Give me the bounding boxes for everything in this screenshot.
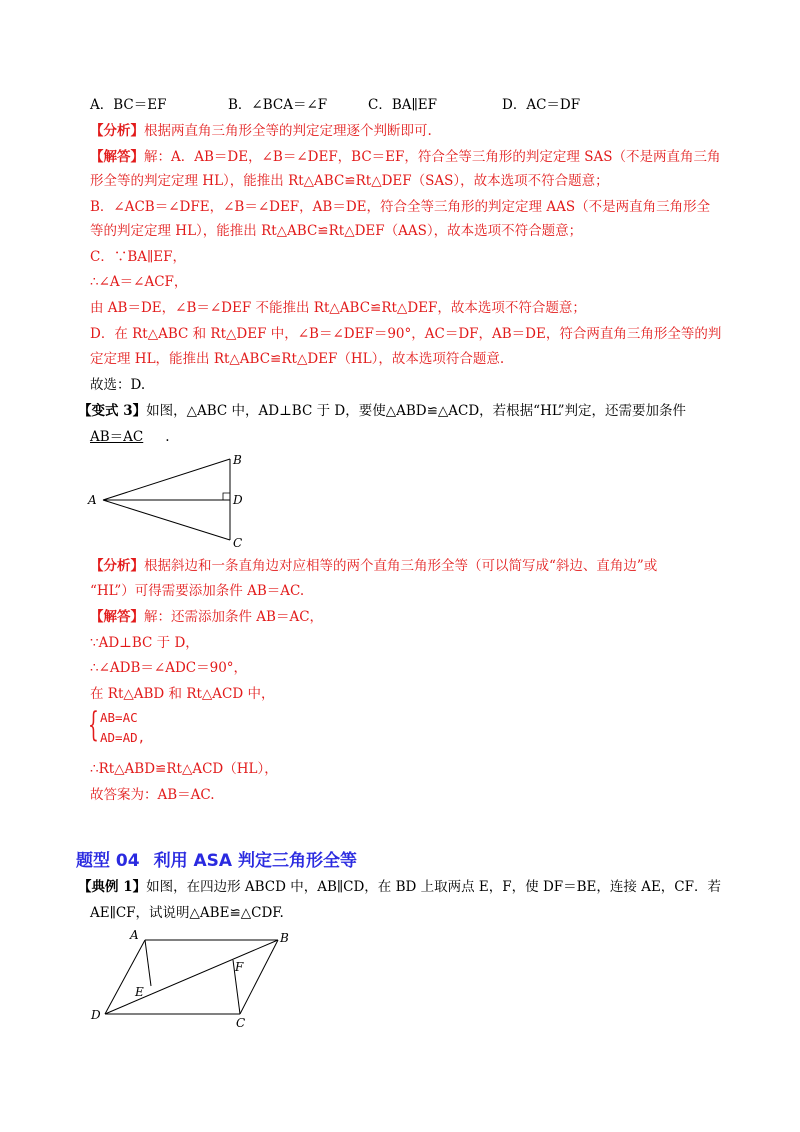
analysis-text: 根据两直角三角形全等的判定定理逐个判断即可. bbox=[144, 123, 432, 139]
analysis-2-line-2: “HL”）可得需要添加条件 AB＝AC. bbox=[90, 583, 305, 599]
answer-tag: 【解答】 bbox=[90, 149, 144, 165]
answer-2-line-3: ∴∠ADB＝∠ADC＝90°， bbox=[90, 660, 248, 676]
answer-1-line-10: 故选：D. bbox=[90, 377, 146, 393]
answer-2-line-1 bbox=[90, 608, 323, 626]
example-tag: 【典例 1】 bbox=[78, 879, 147, 895]
variant-3-answer-line bbox=[90, 428, 170, 446]
answer-1-line-8: D．在 Rt△ABC 和 Rt△DEF 中，∠B＝∠DEF＝90°，AC＝DF，AB＝DE，符合两直角三角形全等的判 bbox=[90, 326, 722, 342]
answer-1-line-9: 定定理 HL，能推出 Rt△ABC≌Rt△DEF（HL），故本选项符合题意. bbox=[90, 351, 505, 367]
answer-2-line-4: 在 Rt△ABD 和 Rt△ACD 中， bbox=[90, 686, 275, 702]
answer-1-line-5: C．∵BA∥EF， bbox=[90, 249, 186, 265]
label-a: A bbox=[88, 493, 97, 507]
answer-text: 解：A．AB＝DE，∠B＝∠DEF，BC＝EF，符合全等三角形的判定定理 SAS（不是两直角三角 bbox=[144, 149, 721, 165]
answer-text: 解：还需添加条件 AB＝AC， bbox=[144, 609, 324, 625]
option-c: C．BA∥EF bbox=[368, 97, 437, 113]
answer-1-line-1 bbox=[90, 148, 720, 166]
section-heading bbox=[76, 846, 357, 871]
answer-1-line-2: 形全等的判定定理 HL），能推出 Rt△ABC≌Rt△DEF（SAS），故本选项不符合题意； bbox=[90, 173, 609, 189]
variant-text: 如图，△ABC 中，AD⊥BC 于 D，要使△ABD≌△ACD，若根据“HL”判定，还需要加条件 bbox=[146, 403, 686, 419]
answer-1-line-4: 等的判定定理 HL），能推出 Rt△ABC≌Rt△DEF（AAS），故本选项不符合题意； bbox=[90, 223, 583, 239]
answer-1-line-6: ∴∠A＝∠ACF， bbox=[90, 274, 188, 290]
variant-tag: 【变式 3】 bbox=[78, 403, 147, 419]
label-d: D bbox=[91, 1008, 101, 1022]
system-row-1: AB=AC bbox=[100, 710, 138, 725]
analysis-tag: 【分析】 bbox=[90, 123, 144, 139]
label-d: D bbox=[233, 493, 243, 507]
answer-2-line-5: ∴Rt△ABD≌Rt△ACD（HL）， bbox=[90, 761, 278, 777]
triangle-figure bbox=[85, 448, 255, 553]
answer-blank: AB＝AC bbox=[90, 429, 144, 445]
label-b: B bbox=[233, 453, 242, 467]
quadrilateral-figure bbox=[85, 924, 300, 1034]
label-e: E bbox=[135, 985, 144, 999]
label-b: B bbox=[280, 931, 289, 945]
answer-2-line-2: ∵AD⊥BC 于 D， bbox=[90, 635, 199, 651]
option-d: D．AC＝DF bbox=[502, 97, 581, 113]
label-a: A bbox=[130, 928, 139, 942]
answer-tag: 【解答】 bbox=[90, 609, 144, 625]
answer-1-line-7: 由 AB＝DE，∠B＝∠DEF 不能推出 Rt△ABC≌Rt△DEF，故本选项不符合题意； bbox=[90, 300, 586, 316]
analysis-text: 根据斜边和一条直角边对应相等的两个直角三角形全等（可以简写成“斜边、直角边”或 bbox=[144, 558, 658, 574]
answer-1-line-3: B．∠ACB＝∠DFE，∠B＝∠DEF，AB＝DE，符合全等三角形的判定定理 AAS（不是两直角三角形全 bbox=[90, 199, 711, 215]
system-row-2: AD=AD, bbox=[100, 730, 146, 745]
label-c: C bbox=[233, 536, 243, 550]
example-text: 如图，在四边形 ABCD 中，AB∥CD，在 BD 上取两点 E，F，使 DF＝BE，连接 AE，CF．若 bbox=[146, 879, 721, 895]
option-b: B．∠BCA＝∠F bbox=[228, 97, 328, 113]
option-a: A．BC＝EF bbox=[90, 97, 167, 113]
analysis-tag: 【分析】 bbox=[90, 558, 144, 574]
answer-2-line-6: 故答案为：AB＝AC. bbox=[90, 787, 215, 803]
label-f: F bbox=[235, 960, 244, 974]
section-number: 题型 04 bbox=[76, 851, 140, 871]
example-1-line-2: AE∥CF，试说明△ABE≌△CDF. bbox=[90, 905, 284, 921]
section-title: 利用 ASA 判定三角形全等 bbox=[153, 851, 357, 871]
example-1-line-1 bbox=[78, 878, 721, 896]
brace-symbol: { bbox=[88, 705, 99, 745]
analysis-1 bbox=[90, 122, 432, 140]
analysis-2-line-1 bbox=[90, 557, 657, 575]
variant-3-prompt bbox=[78, 402, 686, 420]
answer-end: . bbox=[165, 429, 170, 445]
label-c: C bbox=[236, 1016, 246, 1030]
